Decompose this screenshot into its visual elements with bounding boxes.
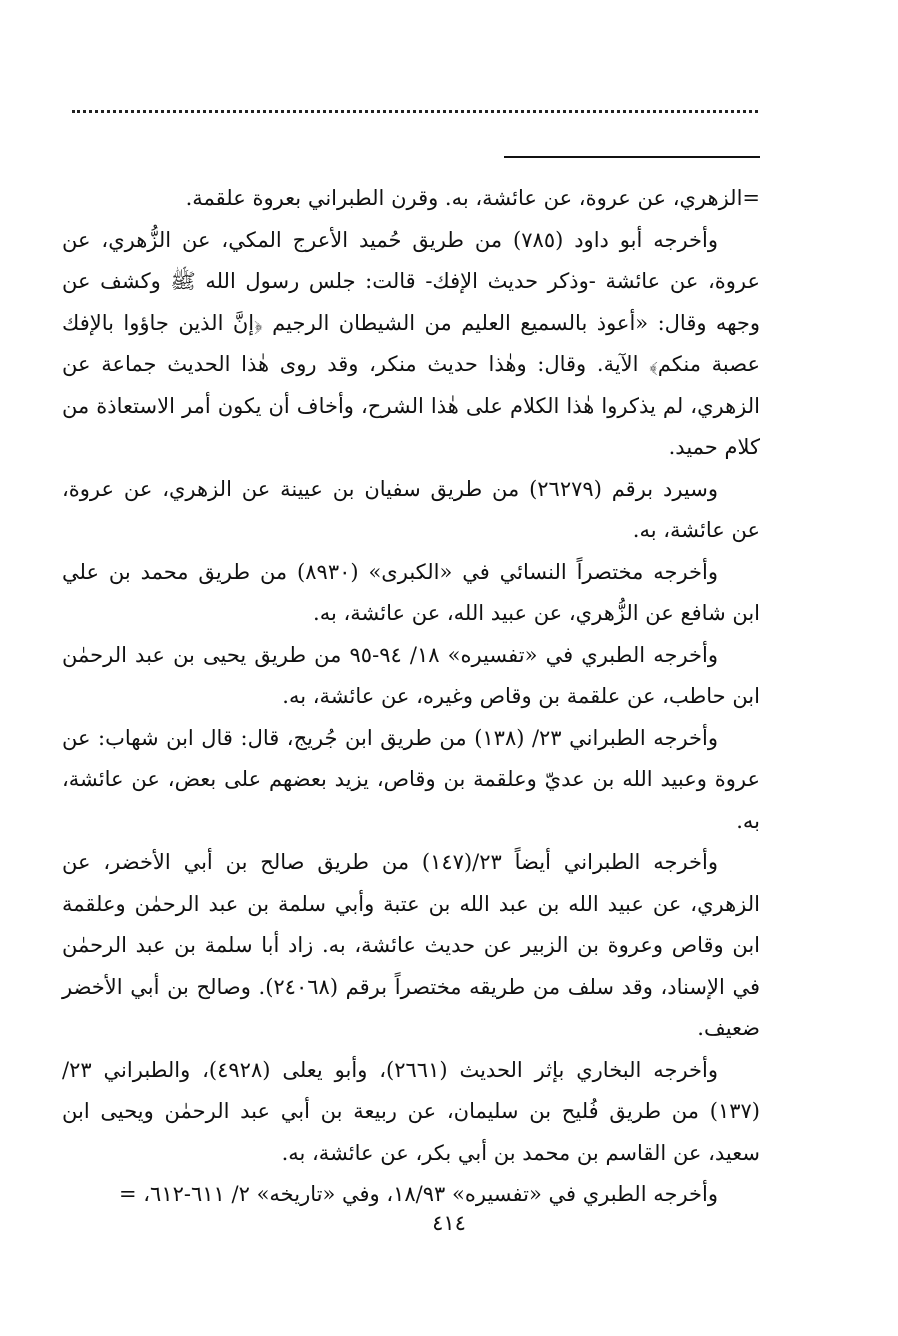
paragraph: وأخرجه الطبري في «تفسيره» ١٨/ ٩٤-٩٥ من طريق يحيى بن عبد الرحمٰن ابن حاطب، عن علقمة بن وقاص وغيره، عن عائشة، به. xyxy=(62,642,760,708)
paragraph: وسيرد برقم (٢٦٢٧٩) من طريق سفيان بن عيينة عن الزهري، عن عروة، عن عائشة، به. xyxy=(62,476,760,542)
paragraph: وأخرجه الطبراني ٢٣/ (١٣٨) من طريق ابن جُريج، قال: قال ابن شهاب: عن عروة وعبيد الله بن عديّ وعلقمة بن وقاص، يزيد بعضهم على بعض، عن عائشة، به. xyxy=(62,725,760,833)
paragraph: وأخرجه الطبري في «تفسيره» ١٨/٩٣، وفي «تاريخه» ٢/ ٦١١-٦١٢، = xyxy=(118,1182,718,1206)
paragraph-continued: =الزهري، عن عروة، عن عائشة، به. وقرن الطبراني بعروة علقمة. xyxy=(185,186,760,210)
paragraph: وأخرجه أبو داود (٧٨٥) من طريق حُميد الأعرج المكي، عن الزُّهري، عن عروة، عن عائشة -وذكر حديث الإفك- قالت: جلس رسول الله ﷺ وكشف عن وجهه وقال: «أعوذ بالسميع العليم من الشيطان الرجيم ﴿إنَّ الذين جاؤوا بالإفك عصبة منكم﴾ الآية. وقال: وهٰذا حديث منكر، وقد روى هٰذا الحديث جماعة عن الزهري، لم يذكروا هٰذا الكلام على هٰذا الشرح، وأخاف أن يكون أمر الاستعاذة من كلام حميد. xyxy=(62,227,760,459)
paragraph: وأخرجه الطبراني أيضاً ٢٣/(١٤٧) من طريق صالح بن أبي الأخضر، عن الزهري، عن عبيد الله بن عبد الله بن عتبة وأبي سلمة بن عبد الرحمٰن وعلقمة ابن وقاص وعروة بن الزبير عن حديث عائشة، به. زاد أبا سلمة بن عبد الرحمٰن في الإسناد، وقد سلف من طريقه مختصراً برقم (٢٤٠٦٨). وصالح بن أبي الأخضر ضعيف. xyxy=(62,850,760,1040)
page-number: ٤١٤ xyxy=(432,1211,466,1235)
footnote-separator xyxy=(504,156,760,158)
footnote-text xyxy=(62,178,760,1216)
dotted-separator xyxy=(72,110,758,113)
paragraph: وأخرجه مختصراً النسائي في «الكبرى» (٨٩٣٠) من طريق محمد بن علي ابن شافع عن الزُّهري، عن عبيد الله، عن عائشة، به. xyxy=(62,559,760,625)
paragraph: وأخرجه البخاري بإثر الحديث (٢٦٦١)، وأبو يعلى (٤٩٢٨)، والطبراني ٢٣/ (١٣٧) من طريق فُليح بن سليمان، عن ربيعة بن أبي عبد الرحمٰن ويحيى ابن سعيد، عن القاسم بن محمد بن أبي بكر، عن عائشة، به. xyxy=(62,1057,760,1165)
